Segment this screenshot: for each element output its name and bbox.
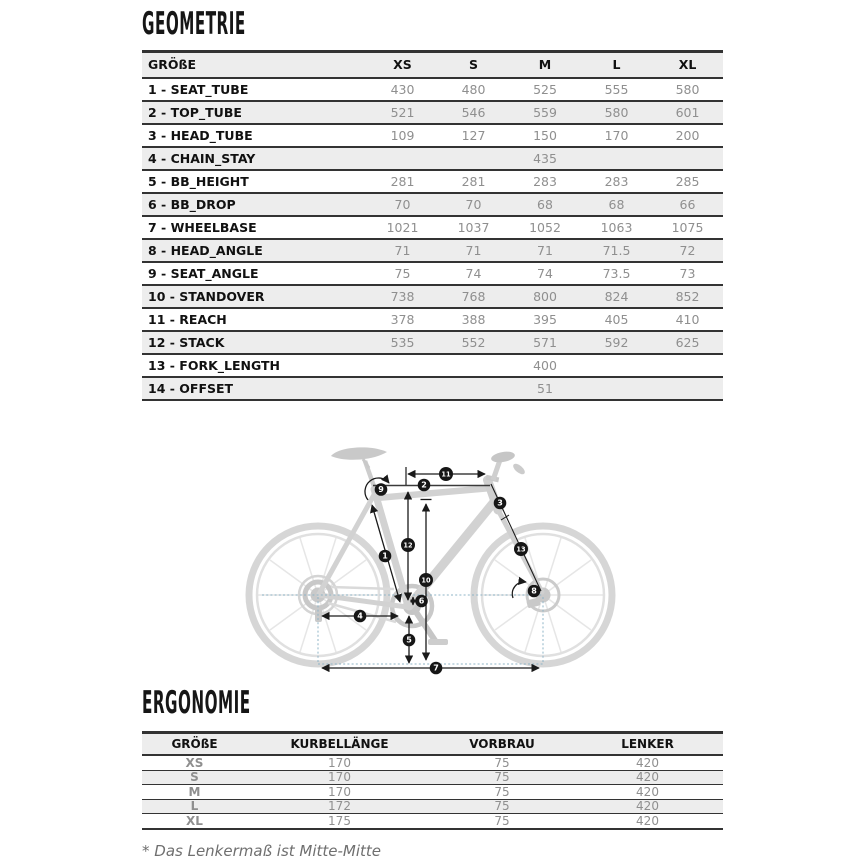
geometry-value-cell bbox=[438, 377, 509, 400]
geometry-value-cell: 852 bbox=[652, 285, 723, 308]
geometry-value-cell bbox=[438, 147, 509, 170]
ergo-column-header: LENKER bbox=[572, 733, 723, 756]
bike-geometry-diagram bbox=[230, 435, 650, 685]
geometry-value-cell: 70 bbox=[438, 193, 509, 216]
ergo-value-cell: 420 bbox=[572, 814, 723, 829]
ergo-value-cell: 420 bbox=[572, 755, 723, 770]
ergo-value-cell: 170 bbox=[247, 755, 432, 770]
geometry-row-label: 7 - WHEELBASE bbox=[142, 216, 367, 239]
geometry-row-label: 5 - BB_HEIGHT bbox=[142, 170, 367, 193]
geometry-value-cell: 170 bbox=[581, 124, 652, 147]
ergo-size-cell: XS bbox=[142, 755, 247, 770]
geometry-value-cell: 535 bbox=[367, 331, 438, 354]
geometry-value-cell bbox=[652, 377, 723, 400]
geometry-value-cell: 435 bbox=[509, 147, 581, 170]
dim-badge-7 bbox=[430, 662, 443, 675]
geometry-value-cell bbox=[652, 354, 723, 377]
size-header-xs: XS bbox=[367, 52, 438, 79]
geometry-value-cell: 74 bbox=[438, 262, 509, 285]
geometry-row bbox=[142, 331, 723, 354]
geometry-value-cell: 555 bbox=[581, 78, 652, 101]
geometry-value-cell: 1037 bbox=[438, 216, 509, 239]
geometry-value-cell: 73.5 bbox=[581, 262, 652, 285]
geometry-value-cell: 66 bbox=[652, 193, 723, 216]
geometry-value-cell bbox=[367, 377, 438, 400]
geometry-value-cell: 738 bbox=[367, 285, 438, 308]
geometry-value-cell: 395 bbox=[509, 308, 581, 331]
geometry-value-cell: 74 bbox=[509, 262, 581, 285]
ergo-value-cell: 75 bbox=[432, 814, 572, 829]
dim-badge-10 bbox=[419, 573, 433, 587]
geometry-value-cell: 68 bbox=[509, 193, 581, 216]
geometry-value-cell: 281 bbox=[438, 170, 509, 193]
geometry-value-cell: 546 bbox=[438, 101, 509, 124]
geometry-row bbox=[142, 262, 723, 285]
ergo-size-cell: L bbox=[142, 799, 247, 814]
geometry-value-cell bbox=[367, 147, 438, 170]
geometry-value-cell: 127 bbox=[438, 124, 509, 147]
geometry-value-cell bbox=[438, 354, 509, 377]
geometry-value-cell: 768 bbox=[438, 285, 509, 308]
ergo-size-cell: S bbox=[142, 770, 247, 785]
dim-badge-5 bbox=[403, 634, 416, 647]
geometry-value-cell: 430 bbox=[367, 78, 438, 101]
size-column-header: GRÖßE bbox=[142, 52, 367, 79]
dim-badge-9 bbox=[375, 483, 388, 496]
ergonomics-section-title bbox=[142, 685, 364, 721]
geometry-value-cell: 281 bbox=[367, 170, 438, 193]
svg-text:1: 1 bbox=[382, 551, 388, 561]
ergo-value-cell: 175 bbox=[247, 814, 432, 829]
geometry-value-cell: 580 bbox=[652, 78, 723, 101]
size-header-m: M bbox=[509, 52, 581, 79]
geometry-value-cell: 73 bbox=[652, 262, 723, 285]
dim-badge-2 bbox=[418, 479, 431, 492]
geometry-row bbox=[142, 78, 723, 101]
ergonomics-row bbox=[142, 814, 723, 829]
geometry-value-cell bbox=[367, 354, 438, 377]
geometry-row bbox=[142, 239, 723, 262]
geometry-title-text: GEOMETRIE bbox=[142, 6, 246, 42]
geometry-value-cell: 200 bbox=[652, 124, 723, 147]
geometry-value-cell: 71 bbox=[438, 239, 509, 262]
dim-badge-11 bbox=[439, 467, 453, 481]
geometry-value-cell: 72 bbox=[652, 239, 723, 262]
geometry-value-cell: 109 bbox=[367, 124, 438, 147]
geometry-value-cell: 480 bbox=[438, 78, 509, 101]
dim-badge-1 bbox=[379, 550, 392, 563]
svg-text:7: 7 bbox=[433, 663, 439, 673]
svg-text:6: 6 bbox=[418, 596, 425, 606]
ergonomics-title-text: ERGONOMIE bbox=[142, 685, 251, 721]
ergonomics-row bbox=[142, 799, 723, 814]
geometry-value-cell: 410 bbox=[652, 308, 723, 331]
geometry-row-label: 13 - FORK_LENGTH bbox=[142, 354, 367, 377]
ergonomics-row bbox=[142, 785, 723, 800]
geometry-value-cell: 1052 bbox=[509, 216, 581, 239]
svg-text:10: 10 bbox=[421, 576, 431, 585]
ergonomics-row bbox=[142, 755, 723, 770]
ergonomics-table bbox=[142, 731, 723, 830]
geometry-value-cell: 1021 bbox=[367, 216, 438, 239]
ergo-column-header: VORBRAU bbox=[432, 733, 572, 756]
geometry-row-label: 6 - BB_DROP bbox=[142, 193, 367, 216]
ergo-value-cell: 75 bbox=[432, 770, 572, 785]
geometry-value-cell: 824 bbox=[581, 285, 652, 308]
geometry-value-cell: 800 bbox=[509, 285, 581, 308]
geometry-row bbox=[142, 124, 723, 147]
geometry-value-cell: 71 bbox=[367, 239, 438, 262]
geometry-value-cell: 71.5 bbox=[581, 239, 652, 262]
geometry-table bbox=[142, 50, 723, 401]
dim-badge-13 bbox=[514, 542, 528, 556]
svg-text:4: 4 bbox=[357, 611, 363, 621]
geometry-value-cell: 75 bbox=[367, 262, 438, 285]
geometry-value-cell: 68 bbox=[581, 193, 652, 216]
geometry-value-cell: 283 bbox=[581, 170, 652, 193]
geometry-row-label: 4 - CHAIN_STAY bbox=[142, 147, 367, 170]
geometry-row bbox=[142, 216, 723, 239]
geometry-header-row bbox=[142, 52, 723, 79]
geometry-value-cell: 601 bbox=[652, 101, 723, 124]
svg-text:11: 11 bbox=[441, 470, 451, 479]
geometry-value-cell: 552 bbox=[438, 331, 509, 354]
size-header-s: S bbox=[438, 52, 509, 79]
ergo-value-cell: 170 bbox=[247, 785, 432, 800]
ergo-value-cell: 420 bbox=[572, 785, 723, 800]
ergo-size-column-header: GRÖßE bbox=[142, 733, 247, 756]
geometry-value-cell bbox=[581, 354, 652, 377]
geometry-row-label: 8 - HEAD_ANGLE bbox=[142, 239, 367, 262]
geometry-value-cell bbox=[581, 147, 652, 170]
geometry-value-cell: 70 bbox=[367, 193, 438, 216]
svg-text:12: 12 bbox=[403, 541, 413, 550]
geometry-row-label: 11 - REACH bbox=[142, 308, 367, 331]
svg-text:8: 8 bbox=[531, 586, 537, 596]
dim-badge-3 bbox=[494, 497, 507, 510]
geometry-value-cell: 71 bbox=[509, 239, 581, 262]
ergo-value-cell: 75 bbox=[432, 799, 572, 814]
geometry-value-cell: 400 bbox=[509, 354, 581, 377]
geometry-value-cell: 1063 bbox=[581, 216, 652, 239]
size-header-xl: XL bbox=[652, 52, 723, 79]
geometry-value-cell: 1075 bbox=[652, 216, 723, 239]
geometry-row-label: 9 - SEAT_ANGLE bbox=[142, 262, 367, 285]
geometry-row-label: 1 - SEAT_TUBE bbox=[142, 78, 367, 101]
geometry-value-cell: 580 bbox=[581, 101, 652, 124]
geometry-value-cell: 283 bbox=[509, 170, 581, 193]
geometry-value-cell: 150 bbox=[509, 124, 581, 147]
svg-text:2: 2 bbox=[421, 480, 427, 490]
geometry-value-cell: 521 bbox=[367, 101, 438, 124]
svg-text:5: 5 bbox=[406, 635, 412, 645]
ergo-column-header: KURBELLÄNGE bbox=[247, 733, 432, 756]
dim-badge-8 bbox=[528, 585, 541, 598]
geometry-value-cell: 405 bbox=[581, 308, 652, 331]
geometry-row bbox=[142, 354, 723, 377]
ergo-value-cell: 420 bbox=[572, 799, 723, 814]
dim-badge-4 bbox=[354, 610, 367, 623]
geometry-value-cell: 388 bbox=[438, 308, 509, 331]
geometry-value-cell: 592 bbox=[581, 331, 652, 354]
ergo-value-cell: 172 bbox=[247, 799, 432, 814]
geometry-value-cell: 559 bbox=[509, 101, 581, 124]
geometry-value-cell: 625 bbox=[652, 331, 723, 354]
geometry-row-label: 14 - OFFSET bbox=[142, 377, 367, 400]
geometry-row bbox=[142, 285, 723, 308]
ergonomics-row bbox=[142, 770, 723, 785]
geometry-value-cell: 285 bbox=[652, 170, 723, 193]
geometry-row-label: 3 - HEAD_TUBE bbox=[142, 124, 367, 147]
geometry-section-title bbox=[142, 6, 354, 42]
ergo-size-cell: XL bbox=[142, 814, 247, 829]
geometry-row bbox=[142, 170, 723, 193]
geometry-row bbox=[142, 101, 723, 124]
geometry-row bbox=[142, 147, 723, 170]
svg-text:3: 3 bbox=[497, 498, 503, 508]
ergonomics-header-row bbox=[142, 733, 723, 756]
svg-text:13: 13 bbox=[516, 545, 526, 554]
geometry-row-label: 12 - STACK bbox=[142, 331, 367, 354]
geometry-row bbox=[142, 377, 723, 400]
ergo-value-cell: 420 bbox=[572, 770, 723, 785]
dim-badge-6 bbox=[415, 595, 428, 608]
footnote: * Das Lenkermaß ist Mitte-Mitte bbox=[142, 842, 382, 860]
ergo-value-cell: 75 bbox=[432, 785, 572, 800]
geometry-row bbox=[142, 193, 723, 216]
svg-text:9: 9 bbox=[378, 485, 384, 495]
geometry-row-label: 2 - TOP_TUBE bbox=[142, 101, 367, 124]
geometry-row bbox=[142, 308, 723, 331]
dim-badge-12 bbox=[401, 538, 415, 552]
geometry-value-cell: 525 bbox=[509, 78, 581, 101]
geometry-value-cell: 571 bbox=[509, 331, 581, 354]
size-header-l: L bbox=[581, 52, 652, 79]
ergo-size-cell: M bbox=[142, 785, 247, 800]
geometry-value-cell: 378 bbox=[367, 308, 438, 331]
geometry-value-cell bbox=[581, 377, 652, 400]
geometry-row-label: 10 - STANDOVER bbox=[142, 285, 367, 308]
ergo-value-cell: 170 bbox=[247, 770, 432, 785]
ergo-value-cell: 75 bbox=[432, 755, 572, 770]
geometry-value-cell: 51 bbox=[509, 377, 581, 400]
geometry-value-cell bbox=[652, 147, 723, 170]
